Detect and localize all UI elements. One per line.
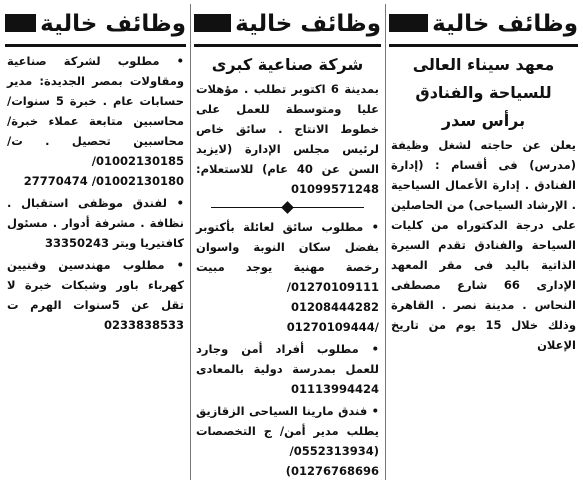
column-header — [5, 4, 186, 47]
company-name: شركة صناعية كبرى — [211, 55, 364, 74]
list-item: • مطلوب أفراد أمن وجارد للعمل بمدرسة دولية بالمعادى 01113994424 — [196, 342, 379, 396]
list-item: • مطلوب لشركة صناعية ومقاولات بمصر الجديدة: مدير حسابات عام . خبرة 5 سنوات/ محاسبين متابعة عملاء خبرة/ محاسبين تحصيل . ت/ 01002130185/ 01002130180/ 27770474 — [7, 54, 184, 188]
company-name-line-1: معهد سيناء العالى — [412, 55, 555, 74]
column-header — [194, 4, 381, 47]
column-header — [389, 4, 578, 47]
list-item: • مطلوب مهندسين وفنيين كهرباء باور وشبكات خبرة لا تقل عن 5سنوات الهرم ت 0233838533 — [7, 258, 184, 332]
list-item: • مطلوب سائق لعائلة بأكتوبر بفضل سكان النوبة واسوان رخصة مهنية يوجد مبيت 01270109111/ 01208444282 /01270109444 — [196, 220, 379, 334]
column-institute — [385, 4, 581, 480]
header-title: وظائف خالية — [36, 4, 186, 44]
ad-body: بمدينة 6 اكتوبر تطلب . مؤهلات عليا ومتوسطة للعمل على خطوط الانتاج . سائق خاص لرئيس مجلس الإدارة (لايزيد السن عن 40 عام) للاستعلام: 01099571248 — [196, 82, 379, 196]
column-industrial — [190, 4, 384, 480]
column-misc — [2, 4, 189, 480]
header-title: وظائف خالية — [428, 4, 578, 44]
diamond-icon — [281, 201, 294, 214]
company-name-line-2: للسياحة والفنادق — [415, 83, 552, 102]
header-title: وظائف خالية — [231, 4, 381, 44]
ad-body: يعلن عن حاجته لشغل وظيفة (مدرس) فى أقسام : (إدارة الفنادق . إدارة الأعمال السياحية . الإرشاد السياحى) من الحاصلين على درجة الدكتوراه من كليات السياحة والفنادق تقدم السيرة الذاتية باليد فى مقر المعهد الإدارى 66 شارع مصطفى النحاس . مدينة نصر . القاهرة وذلك خلال 15 يوم من تاريخ الإعلان — [391, 138, 576, 352]
list-item: • لفندق موظفى استقبال . نظافة . مشرفة أدوار . مسئول كافتيريا ويتر 33350243 — [7, 196, 184, 250]
separator — [211, 201, 364, 215]
list-item: • فندق مارينا السياحى الزقازيق يطلب مدير أمن/ ج التخصصات (0552313934/ 01276768696) — [196, 404, 379, 478]
company-name-line-3: برأس سدر — [441, 111, 526, 130]
